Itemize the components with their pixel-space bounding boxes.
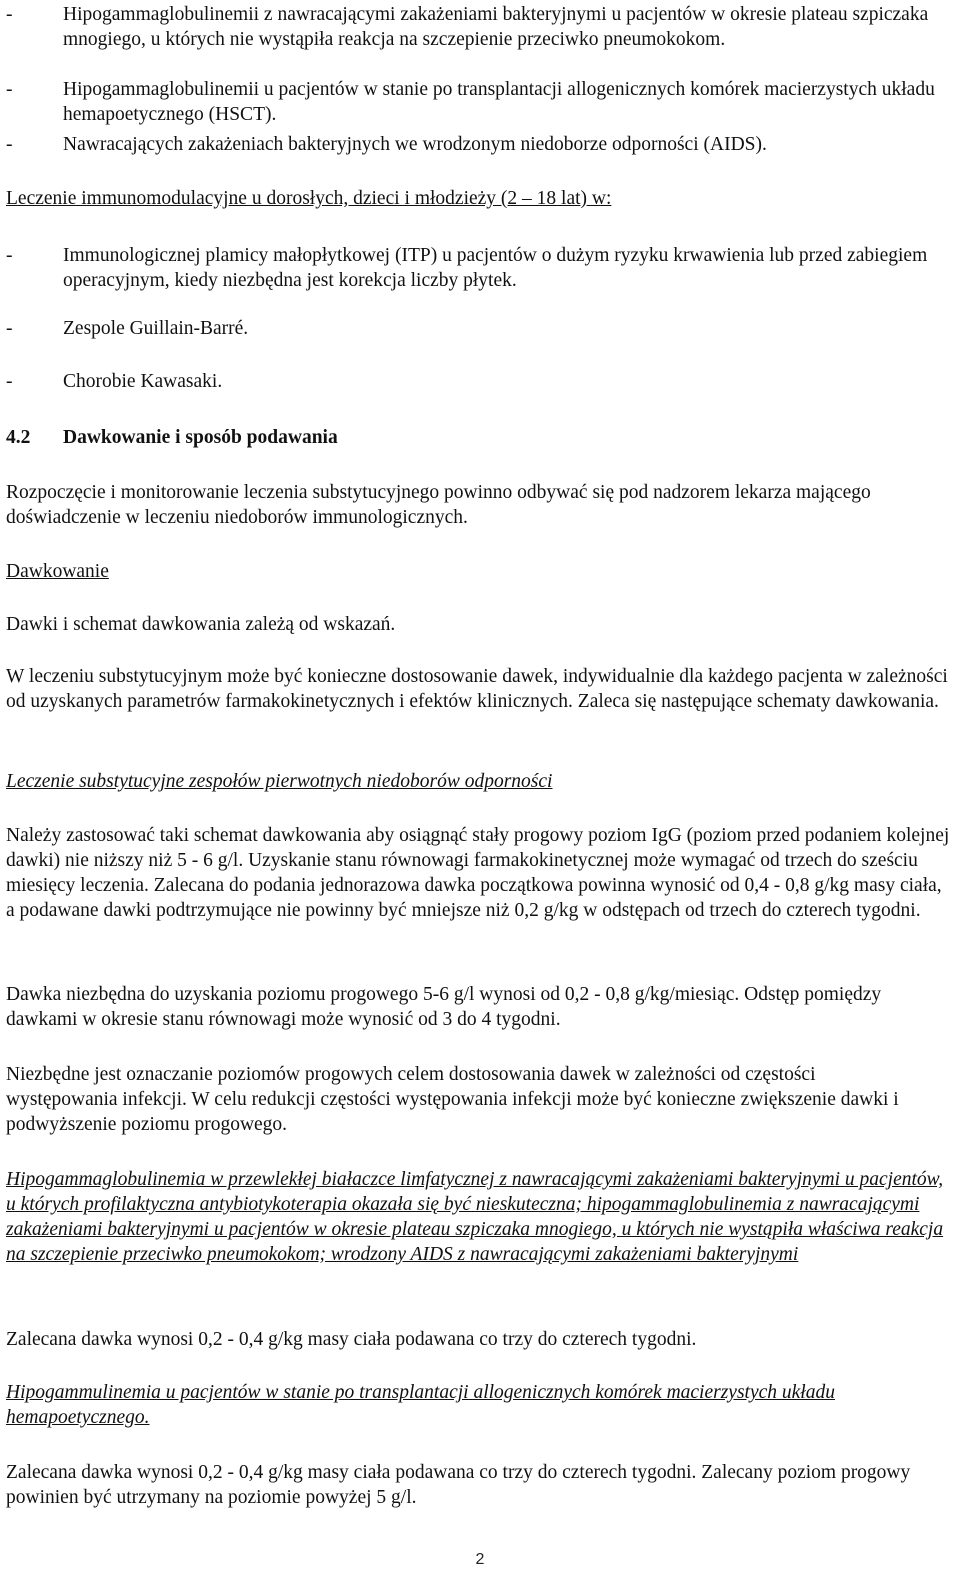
pid-paragraph-1: Należy zastosować taki schemat dawkowania aby osiągnąć stały progowy poziom IgG (poziom przed podaniem kolejnej dawki) nie niższy niż 5 - 6 g/l. Uzyskanie stanu równowagi farmakokinetycznej może wymagać od trzech do sześciu miesięcy leczenia. Zalecana do podania jednorazowa dawka początkowa powinna wynosić od 0,4 - 0,8 g/kg masy ciała, a podawane dawki podtrzymujące nie powinny być mniejsze niż 0,2 g/kg w odstępach od trzech do czterech tygodni. [6,825,950,921]
immunomodulation-heading: Leczenie immunomodulacyjne u dorosłych, dzieci i młodzieży (2 – 18 lat) w: [6,188,612,209]
list-item-text: Hipogammaglobulinemii z nawracającymi zakażeniami bakteryjnymi u pacjentów w okresie plateau szpiczaka mnogiego, u których nie wystąpiła reakcja na szczepienie przeciwko pneumokokom. [63,4,929,50]
pid-paragraph-2: Dawka niezbędna do uzyskania poziomu progowego 5-6 g/l wynosi od 0,2 - 0,8 g/kg/miesiąc. Odstęp pomiędzy dawkami w okresie stanu równowagi może wynosić od 3 do 4 tygodni. [6,984,882,1030]
list-dash: - [6,318,13,339]
page-number: 2 [475,1551,485,1568]
section-title: Dawkowanie i sposób podawania [63,427,338,448]
list-item-text: Nawracających zakażeniach bakteryjnych we wrodzonym niedoborze odporności (AIDS). [63,134,767,155]
list-dash: - [6,79,13,100]
list-item-text: Hipogammaglobulinemii u pacjentów w stanie po transplantacji allogenicznych komórek macierzystych układu hemapoetycznego (HSCT). [63,79,935,125]
dawkowanie-heading [6,559,109,584]
cll-dose-paragraph: Zalecana dawka wynosi 0,2 - 0,4 g/kg masy ciała podawana co trzy do czterech tygodni. [6,1329,697,1350]
list-dash: - [6,4,13,25]
list-item [6,243,960,293]
hsct-heading: Hipogammulinemia u pacjentów w stanie po transplantacji allogenicznych komórek macierzystych układu hemapoetycznego. [6,1382,835,1428]
cll-heading: Hipogammaglobulinemia w przewlekłej białaczce limfatycznej z nawracającymi zakażeniami bakteryjnymi u pacjentów, u których profilaktyczna antybiotykoterapia okazała się być nieskuteczna; hipogammaglobulinemia z nawracającymi zakażeniami bakteryjnymi u pacjentów w okresie plateau szpiczaka mnogiego, u których nie wystąpiła właściwa reakcja na szczepienie przeciwko pneumokokom; wrodzony AIDS z nawracającymi zakażeniami bakteryjnymi [6,1169,944,1265]
list-item [6,316,960,341]
list-item [6,132,960,157]
list-item [6,369,960,394]
list-item-text: Immunologicznej plamicy małopłytkowej (ITP) u pacjentów o dużym ryzyku krwawienia lub przed zabiegiem operacyjnym, kiedy niezbędna jest korekcja liczby płytek. [63,245,928,291]
dawkowanie-heading-text: Dawkowanie [6,561,109,582]
pid-heading-text: Leczenie substytucyjne zespołów pierwotnych niedoborów odporności [6,771,553,792]
list-dash: - [6,371,13,392]
dawki-paragraph: Dawki i schemat dawkowania zależą od wskazań. [6,614,396,635]
list-item-text: Chorobie Kawasaki. [63,371,223,392]
section-number: 4.2 [6,427,31,448]
section-heading [6,425,946,450]
hsct-dose-paragraph: Zalecana dawka wynosi 0,2 - 0,4 g/kg masy ciała podawana co trzy do czterech tygodni. Zalecany poziom progowy powinien być utrzymany na poziomie powyżej 5 g/l. [6,1462,911,1508]
list-item [6,77,960,127]
list-item [6,2,960,52]
substitution-paragraph: W leczeniu substytucyjnym może być konieczne dostosowanie dawek, indywidualnie dla każdego pacjenta w zależności od uzyskanych parametrów farmakokinetycznych i efektów klinicznych. Zaleca się następujące schematy dawkowania. [6,666,948,712]
list-item-text: Zespole Guillain-Barré. [63,318,249,339]
pid-paragraph-3: Niezbędne jest oznaczanie poziomów progowych celem dostosowania dawek w zależności od częstości występowania infekcji. W celu redukcji częstości występowania infekcji może być konieczne zwiększenie dawki i podwyższenie poziomu progowego. [6,1064,899,1135]
list-dash: - [6,245,13,266]
pid-heading [6,769,552,794]
intro-paragraph: Rozpoczęcie i monitorowanie leczenia substytucyjnego powinno odbywać się pod nadzorem lekarza mającego doświadczenie w leczeniu niedoborów immunologicznych. [6,482,871,528]
list-dash: - [6,134,13,155]
